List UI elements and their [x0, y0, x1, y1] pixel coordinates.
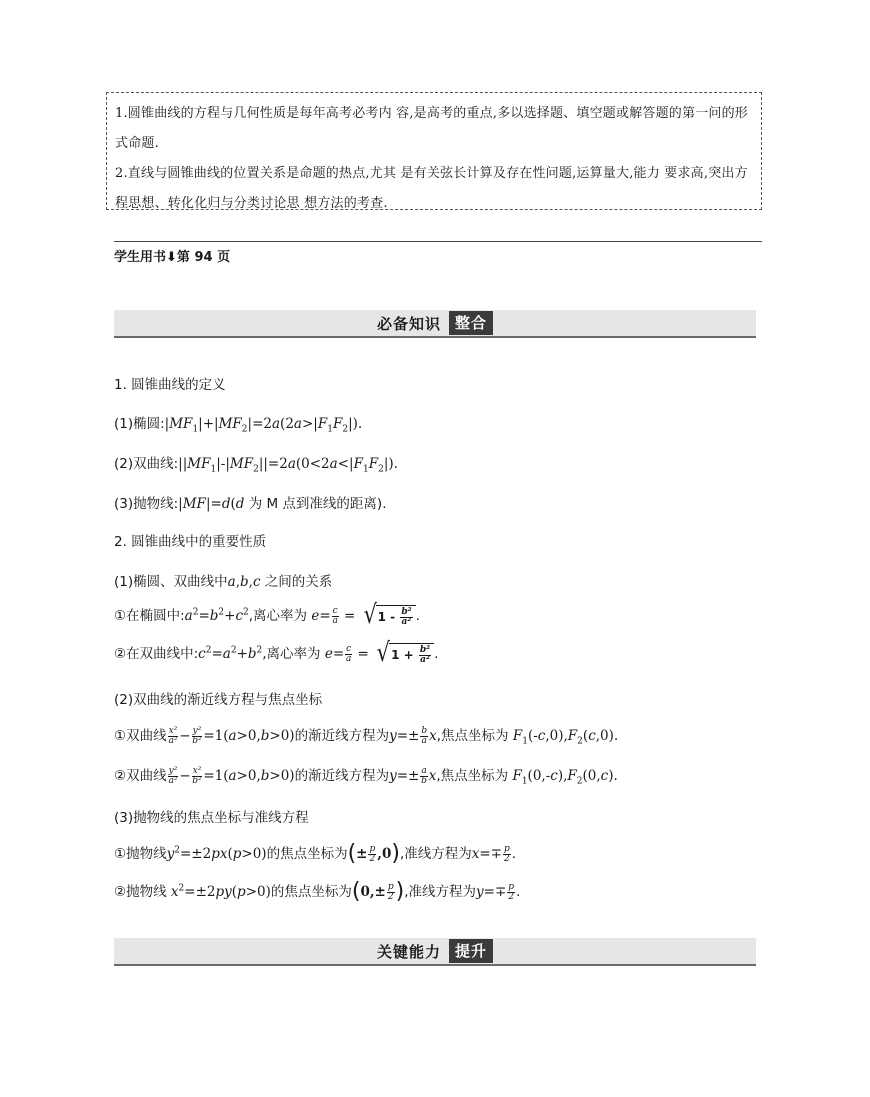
parabola-heading: (3)抛物线的焦点坐标与准线方程 — [114, 810, 309, 826]
student-book-page: 第 94 页 — [176, 250, 231, 265]
intro-point-2: 2.直线与圆锥曲线的位置关系是命题的热点,尤其 是有关弦长计算及存在性问题,运算量大,能力 要求高,突出方程思想、转化化归与分类讨论思 想方法的考查. — [115, 166, 748, 211]
section-tag: 整合 — [449, 311, 493, 335]
section-banner-ability — [114, 938, 756, 966]
asymptote-heading: (2)双曲线的渐近线方程与焦点坐标 — [114, 692, 323, 708]
parabola-x-focus: ①抛物线$y^2=\pm 2px(p>0)$的焦点坐标为(± $\frac{p}{2}$ ,0),准线方程为x=∓ $\frac{p}{2}$ . — [114, 841, 517, 866]
down-arrow-icon: ⬇ — [166, 250, 177, 265]
section-banner-knowledge — [114, 310, 756, 338]
section-title: 关键能力 — [376, 942, 441, 961]
student-book-ref — [114, 246, 230, 265]
section-tag: 提升 — [449, 939, 493, 963]
divider-line — [114, 241, 762, 242]
intro-point-1: 1.圆锥曲线的方程与几何性质是每年高考必考内 容,是高考的重点,多以选择题、填空题或解答题的第一问的形式命题. — [115, 106, 749, 151]
ellipse-eccentricity: ①在椭圆中$:a^2=b^2+c^2$,离心率为 e= $\frac{c}{a}$ = √ 1 - $\frac{\text{b²}}{\text{a²}}$ . — [114, 600, 420, 630]
student-book-label: 学生用书 — [114, 250, 167, 265]
relation-heading: (1)椭圆、双曲线中a,b,c 之间的关系 — [114, 574, 333, 590]
parabola-definition: (3)抛物线:|MF|=d(d 为 M 点到准线的距离). — [114, 496, 387, 512]
parabola-y-focus: ②抛物线 $x^2=\pm 2py(p>0)$的焦点坐标为(0,± $\frac{p}{2}$ ),准线方程为y=∓ $\frac{p}{2}$ . — [114, 879, 521, 904]
heading-properties: 2. 圆锥曲线中的重要性质 — [114, 534, 267, 550]
intro-box — [106, 92, 762, 210]
ellipse-definition: (1)椭圆$:|MF_1|+|MF_2|=2a(2a>|F_1F_2|)$. — [114, 416, 363, 435]
heading-definition: 1. 圆锥曲线的定义 — [114, 377, 226, 393]
hyperbola-definition: (2)双曲线$:||MF_1|-|MF_2||=2a(0<2a<|F_1F_2|)$. — [114, 456, 398, 475]
hyperbola-asymptote-x: ①双曲线 $\frac{\text{x²}}{\text{a²}}$ − $\frac{\text{y²}}{\text{b²}}$ =1(a>0,b>0)的渐近线方程为y=± $\frac{b}{a}$ x,焦点坐标为 $F_1(-c,0),F_2(c,0)$. — [114, 725, 619, 747]
section-title: 必备知识 — [376, 314, 441, 333]
hyperbola-asymptote-y: ②双曲线 $\frac{\text{y²}}{\text{a²}}$ − $\frac{\text{x²}}{\text{b²}}$ =1(a>0,b>0)的渐近线方程为y=± $\frac{a}{b}$ x,焦点坐标为 $F_1(0,-c),F_2(0,c)$. — [114, 765, 618, 787]
hyperbola-eccentricity: ②在双曲线中$:c^2=a^2+b^2$,离心率为 e= $\frac{c}{a}$ = √ 1 + $\frac{\text{b²}}{\text{a²}}$ . — [114, 638, 439, 668]
